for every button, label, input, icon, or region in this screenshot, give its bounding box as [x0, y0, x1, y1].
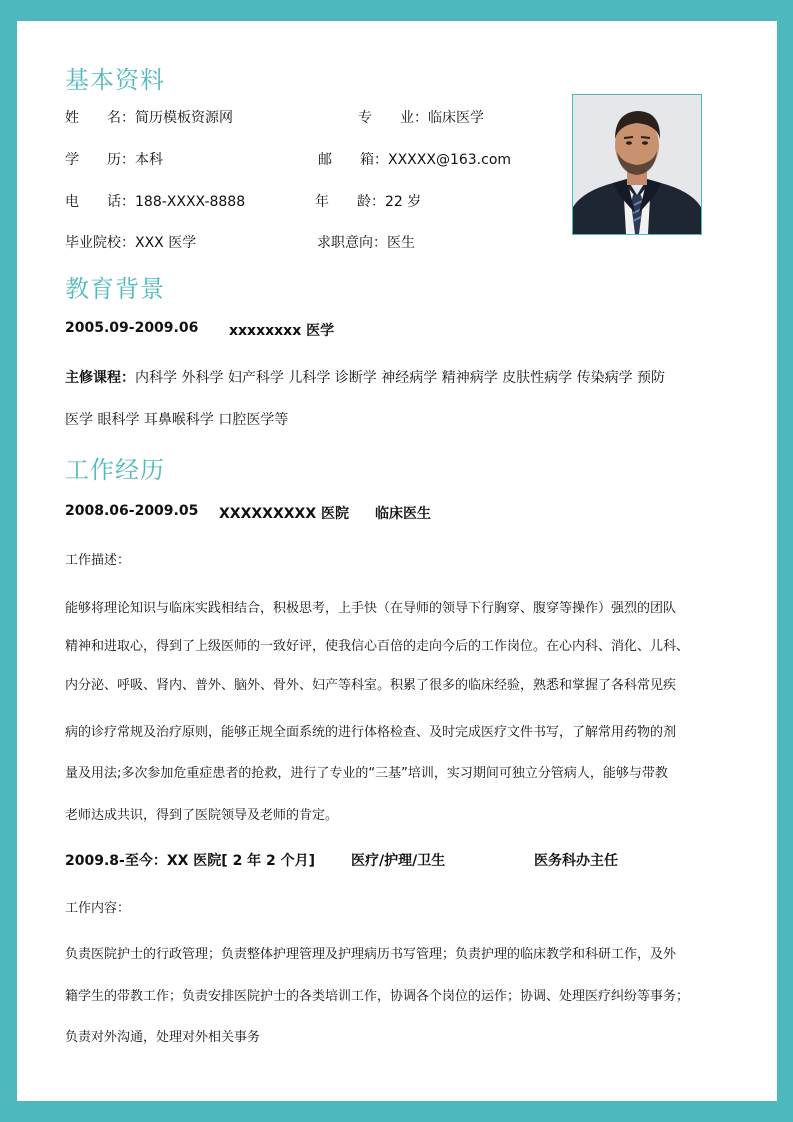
job1-desc-line: 量及用法;多次参加危重症患者的抢救，进行了专业的“三基”培训，实习期间可独立分管病人，能够与带教 — [65, 766, 668, 781]
portrait-photo — [572, 94, 702, 235]
school-value: XXX 医学 — [135, 235, 197, 251]
name-value: 简历模板资源网 — [135, 110, 233, 126]
email-label: 邮 箱： — [318, 152, 388, 168]
job2-content-label: 工作内容： — [65, 901, 131, 916]
job1-company: XXXXXXXXX 医院 — [219, 506, 350, 522]
phone-row — [65, 191, 245, 211]
job2-content-line: 籍学生的带教工作；负责安排医院护士的各类培训工作，协调各个岗位的运作；协调、处理医疗纠纷等事务； — [65, 989, 690, 1004]
age-value: 22 岁 — [385, 194, 422, 210]
work-heading: 工作经历 — [65, 456, 165, 484]
major-value: 临床医学 — [428, 110, 484, 126]
job1-desc-label: 工作描述： — [65, 553, 131, 568]
name-row — [65, 107, 233, 127]
education-period: 2005.09-2009.06 — [65, 320, 199, 336]
job-intent-value: 医生 — [387, 235, 415, 251]
school-row — [65, 232, 196, 252]
school-label: 毕业院校： — [65, 235, 135, 251]
major-label: 专 业： — [358, 110, 428, 126]
job-intent-label: 求职意向： — [317, 235, 387, 251]
email-value: XXXXX@163.com — [388, 152, 512, 168]
name-label: 姓 名： — [65, 110, 135, 126]
job-intent-row — [317, 232, 415, 252]
education-level-row — [65, 149, 163, 169]
phone-value: 188-XXXX-8888 — [135, 194, 246, 210]
job2-position: 医务科办主任 — [534, 853, 618, 869]
education-heading: 教育背景 — [65, 275, 165, 303]
courses-line-1 — [65, 367, 665, 387]
email-row — [318, 149, 511, 169]
job1-desc-line: 精神和进取心，得到了上级医师的一致好评，使我信心百倍的走向今后的工作岗位。在心内科、消化、儿科、 — [65, 639, 690, 654]
job1-period: 2008.06-2009.05 — [65, 503, 199, 519]
age-row — [315, 191, 421, 211]
courses-label: 主修课程： — [65, 370, 135, 386]
job1-position: 临床医生 — [375, 506, 431, 522]
age-label: 年 龄： — [315, 194, 385, 210]
job1-desc-line: 能够将理论知识与临床实践相结合，积极思考，上手快（在导师的领导下行胸穿、腹穿等操作）强烈的团队 — [65, 601, 677, 616]
job2-content-line: 负责对外沟通，处理对外相关事务 — [65, 1030, 261, 1045]
job1-desc-line: 病的诊疗常规及治疗原则，能够正规全面系统的进行体格检查、及时完成医疗文件书写，了解常用药物的剂 — [65, 725, 677, 740]
basic-info-heading: 基本资料 — [65, 66, 165, 94]
job1-desc-line: 老师达成共识，得到了医院领导及老师的肯定。 — [65, 808, 339, 823]
portrait-photo-icon — [573, 95, 701, 234]
phone-label: 电 话： — [65, 194, 135, 210]
major-row — [358, 107, 484, 127]
resume-page — [17, 21, 777, 1101]
education-level-label: 学 历： — [65, 152, 135, 168]
courses-line-2: 医学 眼科学 耳鼻喉科学 口腔医学等 — [65, 412, 289, 428]
job2-field: 医疗/护理/卫生 — [351, 853, 446, 869]
job1-desc-line: 内分泌、呼吸、肾内、普外、脑外、骨外、妇产等科室。积累了很多的临床经验，熟悉和掌握了各科常见疾 — [65, 678, 677, 693]
education-school: xxxxxxxx 医学 — [229, 323, 335, 339]
job2-period: 2009.8-至今：XX 医院[ 2 年 2 个月] — [65, 853, 316, 869]
courses-text-1: 内科学 外科学 妇产科学 儿科学 诊断学 神经病学 精神病学 皮肤性病学 传染病学 预防 — [135, 370, 666, 386]
education-level-value: 本科 — [135, 152, 163, 168]
job2-content-line: 负责医院护士的行政管理；负责整体护理管理及护理病历书写管理；负责护理的临床教学和科研工作，及外 — [65, 947, 677, 962]
